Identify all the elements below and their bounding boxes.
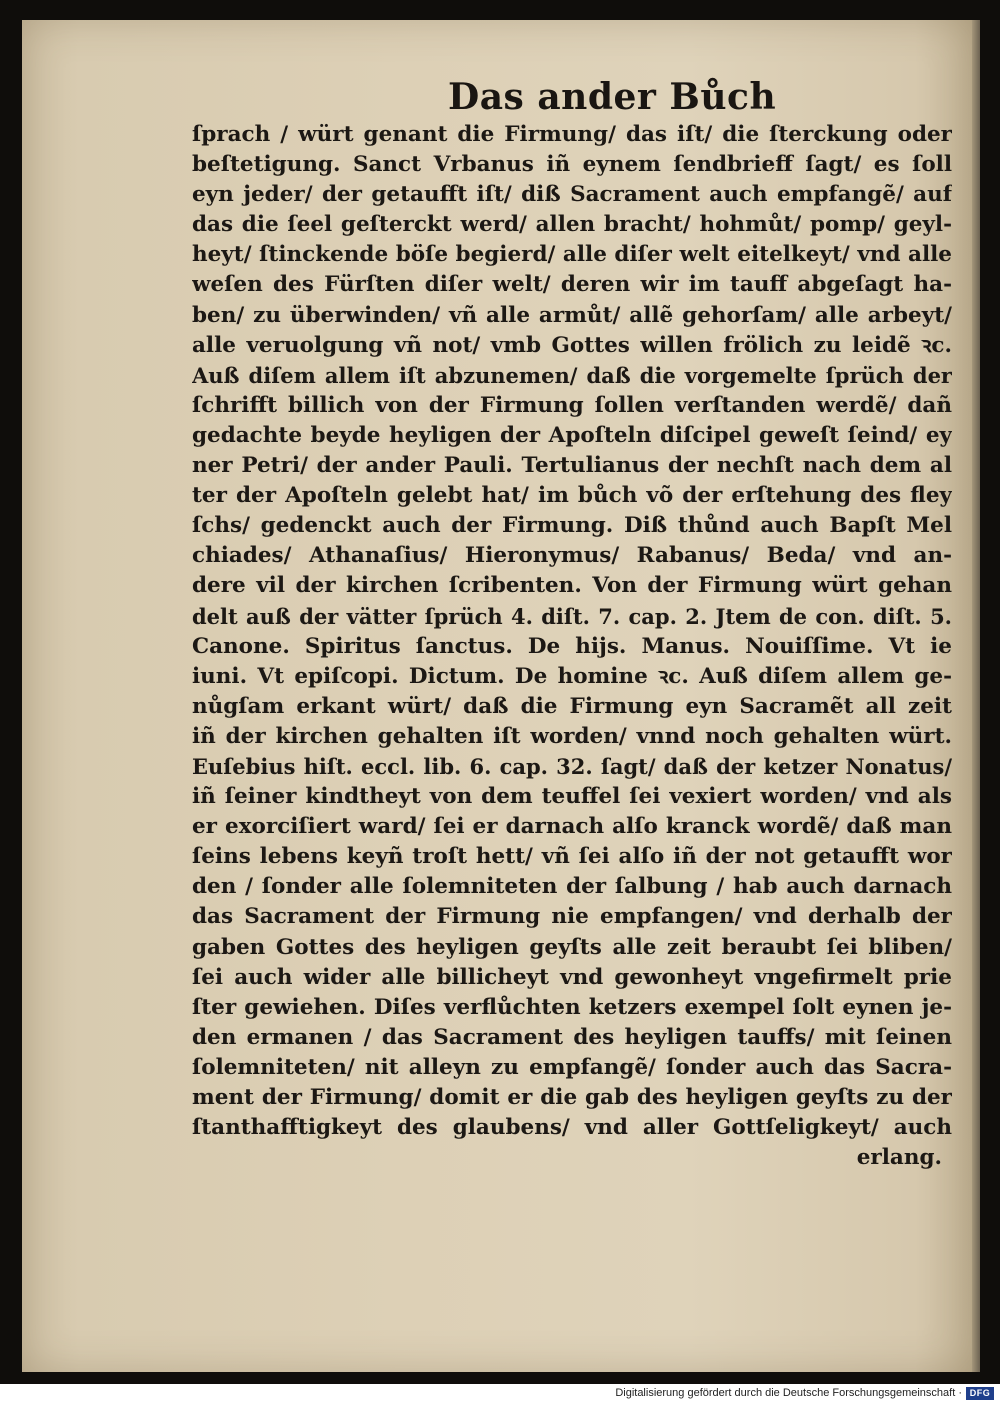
- text-line: ſolemniteten/ nit alleyn zu empfangẽ/ ſonder auch das Sacra-: [192, 1054, 952, 1080]
- text-line: Euſebius hiſt. eccl. lib. 6. cap. 32. ſagt/ daß der ketzer Nonatus/: [192, 753, 952, 779]
- text-line: das Sacrament der Firmung nie empfangen/ vnd derhalb der: [192, 904, 952, 930]
- text-line: Canone. Spiritus ſanctus. De hijs. Manus. Nouiſſime. Vt ie: [192, 633, 952, 659]
- text-line: iñ ſeiner kindtheyt von dem teuffel ſei vexiert worden/ vnd als: [192, 784, 952, 810]
- text-line: ſter gewiehen. Diſes verflůchten ketzers exempel ſolt eynen je-: [192, 994, 952, 1020]
- digitization-credit: Digitalisierung gefördert durch die Deutsche Forschungsgemeinschaft ·: [615, 1387, 962, 1399]
- text-line: ſchrifft billich von der Firmung ſollen verſtanden werdẽ/ dañ: [192, 392, 952, 418]
- text-line: iuni. Vt epiſcopi. Dictum. De homine ꝛc. Auß diſem allem ge-: [192, 663, 952, 689]
- text-line: weſen des Fürſten diſer welt/ deren wir im tauff abgeſagt ha-: [192, 272, 952, 298]
- text-line: gedachte beyde heyligen der Apoſteln diſcipel geweſt ſeind/ ey: [192, 422, 952, 448]
- text-line: ſtanthafftigkeyt des glaubens/ vnd aller Gottſeligkeyt/ auch: [192, 1115, 952, 1141]
- text-line: ter der Apoſteln gelebt hat/ im bůch võ der erſtehung des fley: [192, 483, 952, 509]
- text-line: ner Petri/ der ander Pauli. Tertulianus der nechſt nach dem al: [192, 453, 952, 479]
- text-line: nůgſam erkant würt/ daß die Firmung eyn Sacramẽt all zeit: [192, 693, 952, 719]
- text-line: ben/ zu überwinden/ vñ alle armůt/ allẽ gehorſam/ alle arbeyt/: [192, 302, 952, 328]
- text-line: das die ſeel geſterckt werd/ allen bracht/ hohmůt/ pomp/ geyl-: [192, 212, 952, 238]
- text-line: chiades/ Athanaſius/ Hieronymus/ Rabanus/ Beda/ vnd an-: [192, 543, 952, 569]
- text-line: er exorciſiert ward/ ſei er darnach alſo kranck wordẽ/ daß man: [192, 814, 952, 840]
- page-edge: [972, 20, 980, 1372]
- body-text: [192, 120, 952, 1173]
- text-line: ſchs/ gedenckt auch der Firmung. Diß thůnd auch Bapſt Mel: [192, 513, 952, 539]
- text-line: iñ der kirchen gehalten iſt worden/ vnnd noch gehalten würt.: [192, 723, 952, 749]
- text-line: heyt/ ſtinckende böſe begierd/ alle diſer welt eitelkeyt/ vnd alle: [192, 242, 952, 268]
- text-line: erlang.: [856, 1145, 942, 1171]
- text-line: den / ſonder alle ſolemniteten der ſalbung / hab auch darnach: [192, 874, 952, 900]
- text-line: ment der Firmung/ domit er die gab des heyligen geyſts zu der: [192, 1085, 952, 1110]
- text-line: dere vil der kirchen ſcribenten. Von der Firmung würt gehan: [192, 573, 952, 599]
- text-line: ſeins lebens keyñ troſt hett/ vñ ſei alſo iñ der not getaufft wor: [192, 844, 952, 870]
- text-line: ſei auch wider alle billicheyt vnd gewonheyt vngefirmelt prie: [192, 964, 952, 990]
- text-line: den ermanen / das Sacrament des heyligen tauffs/ mit ſeinen: [192, 1024, 952, 1050]
- text-line: beſtetigung. Sanct Vrbanus iñ eynem ſendbrieff ſagt/ es ſoll: [192, 152, 952, 178]
- text-line: eyn jeder/ der getaufft iſt/ diß Sacrament auch empfangẽ/ auf: [192, 182, 952, 208]
- text-line: gaben Gottes des heyligen geyſts alle zeit beraubt ſei bliben/: [192, 934, 952, 960]
- text-line: alle veruolgung vñ not/ vmb Gottes willen frölich zu leidẽ ꝛc.: [192, 332, 952, 358]
- text-line: delt auß der vätter ſprüch 4. diſt. 7. cap. 2. Jtem de con. diſt. 5.: [192, 603, 952, 629]
- text-line: ſprach / würt genant die Firmung/ das iſt/ die ſterckung oder: [192, 122, 952, 147]
- dfg-logo: DFG: [966, 1387, 994, 1400]
- text-line: Auß diſem allem iſt abzunemen/ daß die vorgemelte ſprüch der: [192, 362, 952, 388]
- running-head: Das ander Bůch: [448, 76, 777, 118]
